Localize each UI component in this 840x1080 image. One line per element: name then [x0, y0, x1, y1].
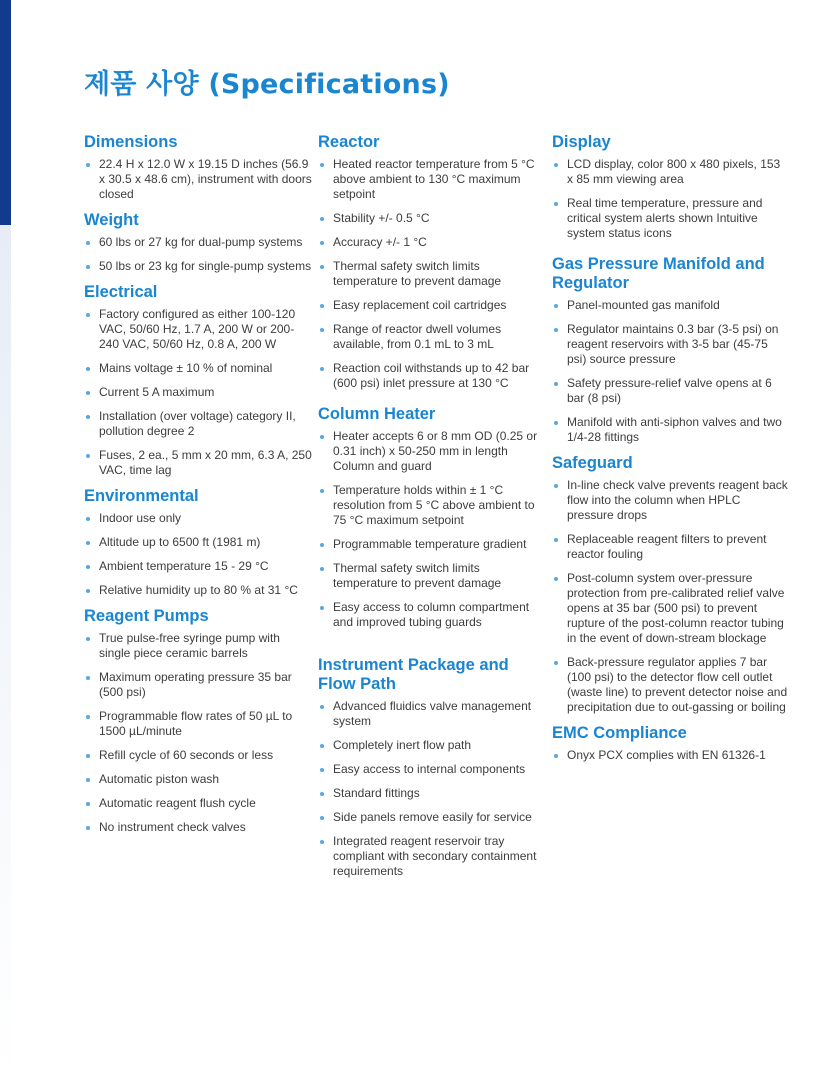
spec-list — [552, 157, 788, 241]
section-title: Electrical — [84, 283, 158, 301]
column-2 — [318, 133, 540, 888]
spec-item: Altitude up to 6500 ft (1981 m) — [84, 535, 312, 550]
spec-item: Relative humidity up to 80 % at 31 °C — [84, 583, 312, 598]
spec-item: Stability +/- 0.5 °C — [318, 211, 540, 226]
spec-item: Range of reactor dwell volumes available, from 0.1 mL to 3 mL — [318, 322, 540, 352]
spec-list — [84, 235, 312, 274]
spec-item: Easy replacement coil cartridges — [318, 298, 540, 313]
section-electrical — [84, 283, 312, 478]
spec-item: Programmable flow rates of 50 µL to 1500 µL/minute — [84, 709, 312, 739]
spec-item: In-line check valve prevents reagent back flow into the column when HPLC pressure drops — [552, 478, 788, 523]
spec-item: Heated reactor temperature from 5 °C above ambient to 130 °C maximum setpoint — [318, 157, 540, 202]
spec-item: Real time temperature, pressure and critical system alerts shown Intuitive system status icons — [552, 196, 788, 241]
spec-item: Automatic reagent flush cycle — [84, 796, 312, 811]
section-title: Reactor — [318, 133, 380, 151]
left-edge-accent-bar — [0, 0, 11, 225]
spec-item: Temperature holds within ± 1 °C resolution from 5 °C above ambient to 75 °C maximum setpoint — [318, 483, 540, 528]
spec-list — [318, 699, 540, 879]
section-gas-pressure — [552, 255, 788, 445]
spec-item: Side panels remove easily for service — [318, 810, 540, 825]
section-title: Instrument Package and Flow Path — [318, 656, 509, 693]
section-title: Reagent Pumps — [84, 607, 209, 625]
section-emc-compliance — [552, 724, 788, 763]
spec-item: Post-column system over-pressure protection from pre-calibrated relief valve opens at 35 bar (500 psi) to prevent rupture of the post-column reactor tubing in the event of down-stream blockage — [552, 571, 788, 646]
spec-item: Advanced fluidics valve management system — [318, 699, 540, 729]
page-title: 제품 사양 (Specifications) — [84, 69, 450, 100]
spec-item: Standard fittings — [318, 786, 540, 801]
spec-item: 22.4 H x 12.0 W x 19.15 D inches (56.9 x 30.5 x 48.6 cm), instrument with doors closed — [84, 157, 312, 202]
section-instrument-package — [318, 656, 540, 879]
spec-list — [552, 478, 788, 715]
section-reagent-pumps — [84, 607, 312, 835]
section-title: Safeguard — [552, 454, 633, 472]
section-title: Display — [552, 133, 611, 151]
spec-item: Accuracy +/- 1 °C — [318, 235, 540, 250]
spec-item: Fuses, 2 ea., 5 mm x 20 mm, 6.3 A, 250 VAC, time lag — [84, 448, 312, 478]
spec-item: Easy access to internal components — [318, 762, 540, 777]
section-title: Column Heater — [318, 405, 436, 423]
spec-item: Factory configured as either 100-120 VAC, 50/60 Hz, 1.7 A, 200 W or 200-240 VAC, 50/60 Hz, 0.8 A, 200 W — [84, 307, 312, 352]
spec-item: Back-pressure regulator applies 7 bar (100 psi) to the detector flow cell outlet (waste line) to prevent detector noise and precipitation due to out-gassing or boiling — [552, 655, 788, 715]
spec-item: Maximum operating pressure 35 bar (500 psi) — [84, 670, 312, 700]
section-dimensions — [84, 133, 312, 202]
section-title: Environmental — [84, 487, 199, 505]
spec-item: Mains voltage ± 10 % of nominal — [84, 361, 312, 376]
section-title: Gas Pressure Manifold and Regulator — [552, 255, 765, 292]
section-reactor — [318, 133, 540, 391]
spec-item: Easy access to column compartment and improved tubing guards — [318, 600, 540, 630]
left-edge-gradient — [0, 225, 11, 1080]
spec-item: Thermal safety switch limits temperature to prevent damage — [318, 561, 540, 591]
section-column-heater — [318, 405, 540, 630]
spec-item: Reaction coil withstands up to 42 bar (600 psi) inlet pressure at 130 °C — [318, 361, 540, 391]
section-title: EMC Compliance — [552, 724, 687, 742]
spec-list — [552, 748, 788, 763]
spec-item: Installation (over voltage) category II, pollution degree 2 — [84, 409, 312, 439]
spec-item: Regulator maintains 0.3 bar (3-5 psi) on reagent reservoirs with 3-5 bar (45-75 psi) source pressure — [552, 322, 788, 367]
spec-item: Panel-mounted gas manifold — [552, 298, 788, 313]
section-title: Dimensions — [84, 133, 178, 151]
spec-item: Current 5 A maximum — [84, 385, 312, 400]
spec-item: Indoor use only — [84, 511, 312, 526]
column-1 — [84, 133, 312, 844]
spec-list — [84, 631, 312, 835]
spec-item: 60 lbs or 27 kg for dual-pump systems — [84, 235, 312, 250]
spec-item: Ambient temperature 15 - 29 °C — [84, 559, 312, 574]
spec-item: No instrument check valves — [84, 820, 312, 835]
spec-item: Programmable temperature gradient — [318, 537, 540, 552]
column-3 — [552, 133, 788, 772]
spec-item: True pulse-free syringe pump with single piece ceramic barrels — [84, 631, 312, 661]
spec-list — [84, 157, 312, 202]
section-safeguard — [552, 454, 788, 715]
spec-item: Safety pressure-relief valve opens at 6 bar (8 psi) — [552, 376, 788, 406]
spec-item: Heater accepts 6 or 8 mm OD (0.25 or 0.31 inch) x 50-250 mm in length Column and guard — [318, 429, 540, 474]
spec-item: Refill cycle of 60 seconds or less — [84, 748, 312, 763]
spec-item: 50 lbs or 23 kg for single-pump systems — [84, 259, 312, 274]
spec-list — [84, 307, 312, 478]
section-title: Weight — [84, 211, 139, 229]
section-weight — [84, 211, 312, 274]
spec-list — [318, 429, 540, 630]
spec-item: Thermal safety switch limits temperature to prevent damage — [318, 259, 540, 289]
spec-item: Integrated reagent reservoir tray compliant with secondary containment requirements — [318, 834, 540, 879]
section-display — [552, 133, 788, 241]
spec-item: Manifold with anti-siphon valves and two 1/4-28 fittings — [552, 415, 788, 445]
spec-list — [84, 511, 312, 598]
spec-item: Automatic piston wash — [84, 772, 312, 787]
spec-item: LCD display, color 800 x 480 pixels, 153 x 85 mm viewing area — [552, 157, 788, 187]
spec-item: Completely inert flow path — [318, 738, 540, 753]
spec-list — [318, 157, 540, 391]
spec-item: Replaceable reagent filters to prevent reactor fouling — [552, 532, 788, 562]
section-environmental — [84, 487, 312, 598]
spec-item: Onyx PCX complies with EN 61326-1 — [552, 748, 788, 763]
spec-list — [552, 298, 788, 445]
